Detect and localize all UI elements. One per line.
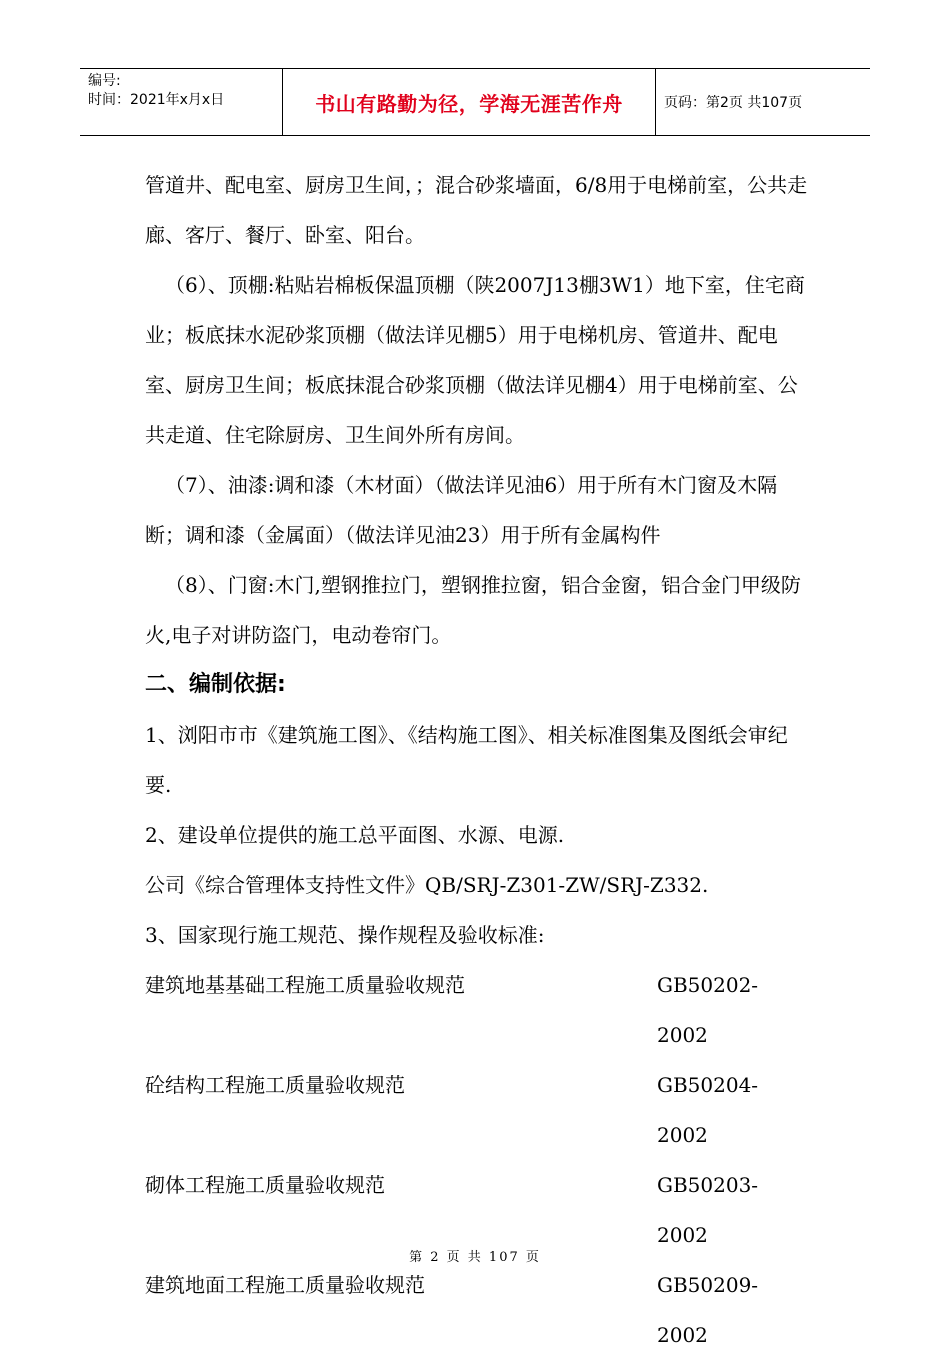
page-header [80, 68, 870, 136]
standard-code: GB50203-2002 [657, 1173, 759, 1247]
header-meta [80, 69, 283, 135]
standard-name: 砼结构工程施工质量验收规范 [145, 1073, 405, 1097]
standard-row [145, 1060, 797, 1160]
header-number-label: 编号: [88, 73, 121, 89]
standard-row [145, 1160, 797, 1260]
header-date: 时间：2021年x月x日 [88, 92, 225, 108]
basis-item: 1、浏阳市市《建筑施工图》、《结构施工图》、相关标准图集及图纸会审纪要. [145, 723, 788, 797]
standard-row [145, 960, 797, 1060]
paragraph: 管道井、配电室、厨房卫生间，；混合砂浆墙面，6/8用于电梯前室，公共走廊、客厅、餐厅、卧室、阳台。 [145, 173, 808, 247]
basis-item: 公司《综合管理体支持性文件》QB/SRJ-Z301-ZW/SRJ-Z332. [145, 873, 709, 897]
standard-row [145, 1260, 797, 1360]
document-body [145, 160, 810, 1360]
section-heading: 二、编制依据: [145, 672, 286, 697]
standard-code: GB50204-2002 [657, 1073, 759, 1147]
basis-item: 3、国家现行施工规范、操作规程及验收标准: [145, 923, 545, 947]
standard-code: GB50202-2002 [657, 973, 759, 1047]
standard-name: 砌体工程施工质量验收规范 [145, 1173, 385, 1197]
standard-code: GB50209-2002 [657, 1273, 759, 1347]
paragraph: （6）、顶棚:粘贴岩棉板保温顶棚（陕2007J13棚3W1）地下室，住宅商业；板底抹水泥砂浆顶棚（做法详见棚5）用于电梯机房、管道井、配电室、厨房卫生间；板底抹混合砂浆顶棚（做法详见棚4）用于电梯前室、公共走道、住宅除厨房、卫生间外所有房间。 [145, 273, 805, 447]
standard-name: 建筑地面工程施工质量验收规范 [145, 1273, 425, 1297]
standard-name: 建筑地基基础工程施工质量验收规范 [145, 973, 465, 997]
header-page-info: 页码：第2页 共107页 [664, 95, 803, 111]
paragraph: （7）、油漆:调和漆（木材面）（做法详见油6）用于所有木门窗及木隔断；调和漆（金属面）（做法详见油23）用于所有金属构件 [145, 473, 778, 547]
basis-item: 2、建设单位提供的施工总平面图、水源、电源. [145, 823, 565, 847]
page-footer: 第 2 页 共 107 页 [409, 1250, 541, 1265]
paragraph: （8）、门窗:木门,塑钢推拉门，塑钢推拉窗，铝合金窗，铝合金门甲级防火,电子对讲防盗门，电动卷帘门。 [145, 573, 801, 647]
header-motto: 书山有路勤为径，学海无涯苦作舟 [283, 69, 656, 135]
